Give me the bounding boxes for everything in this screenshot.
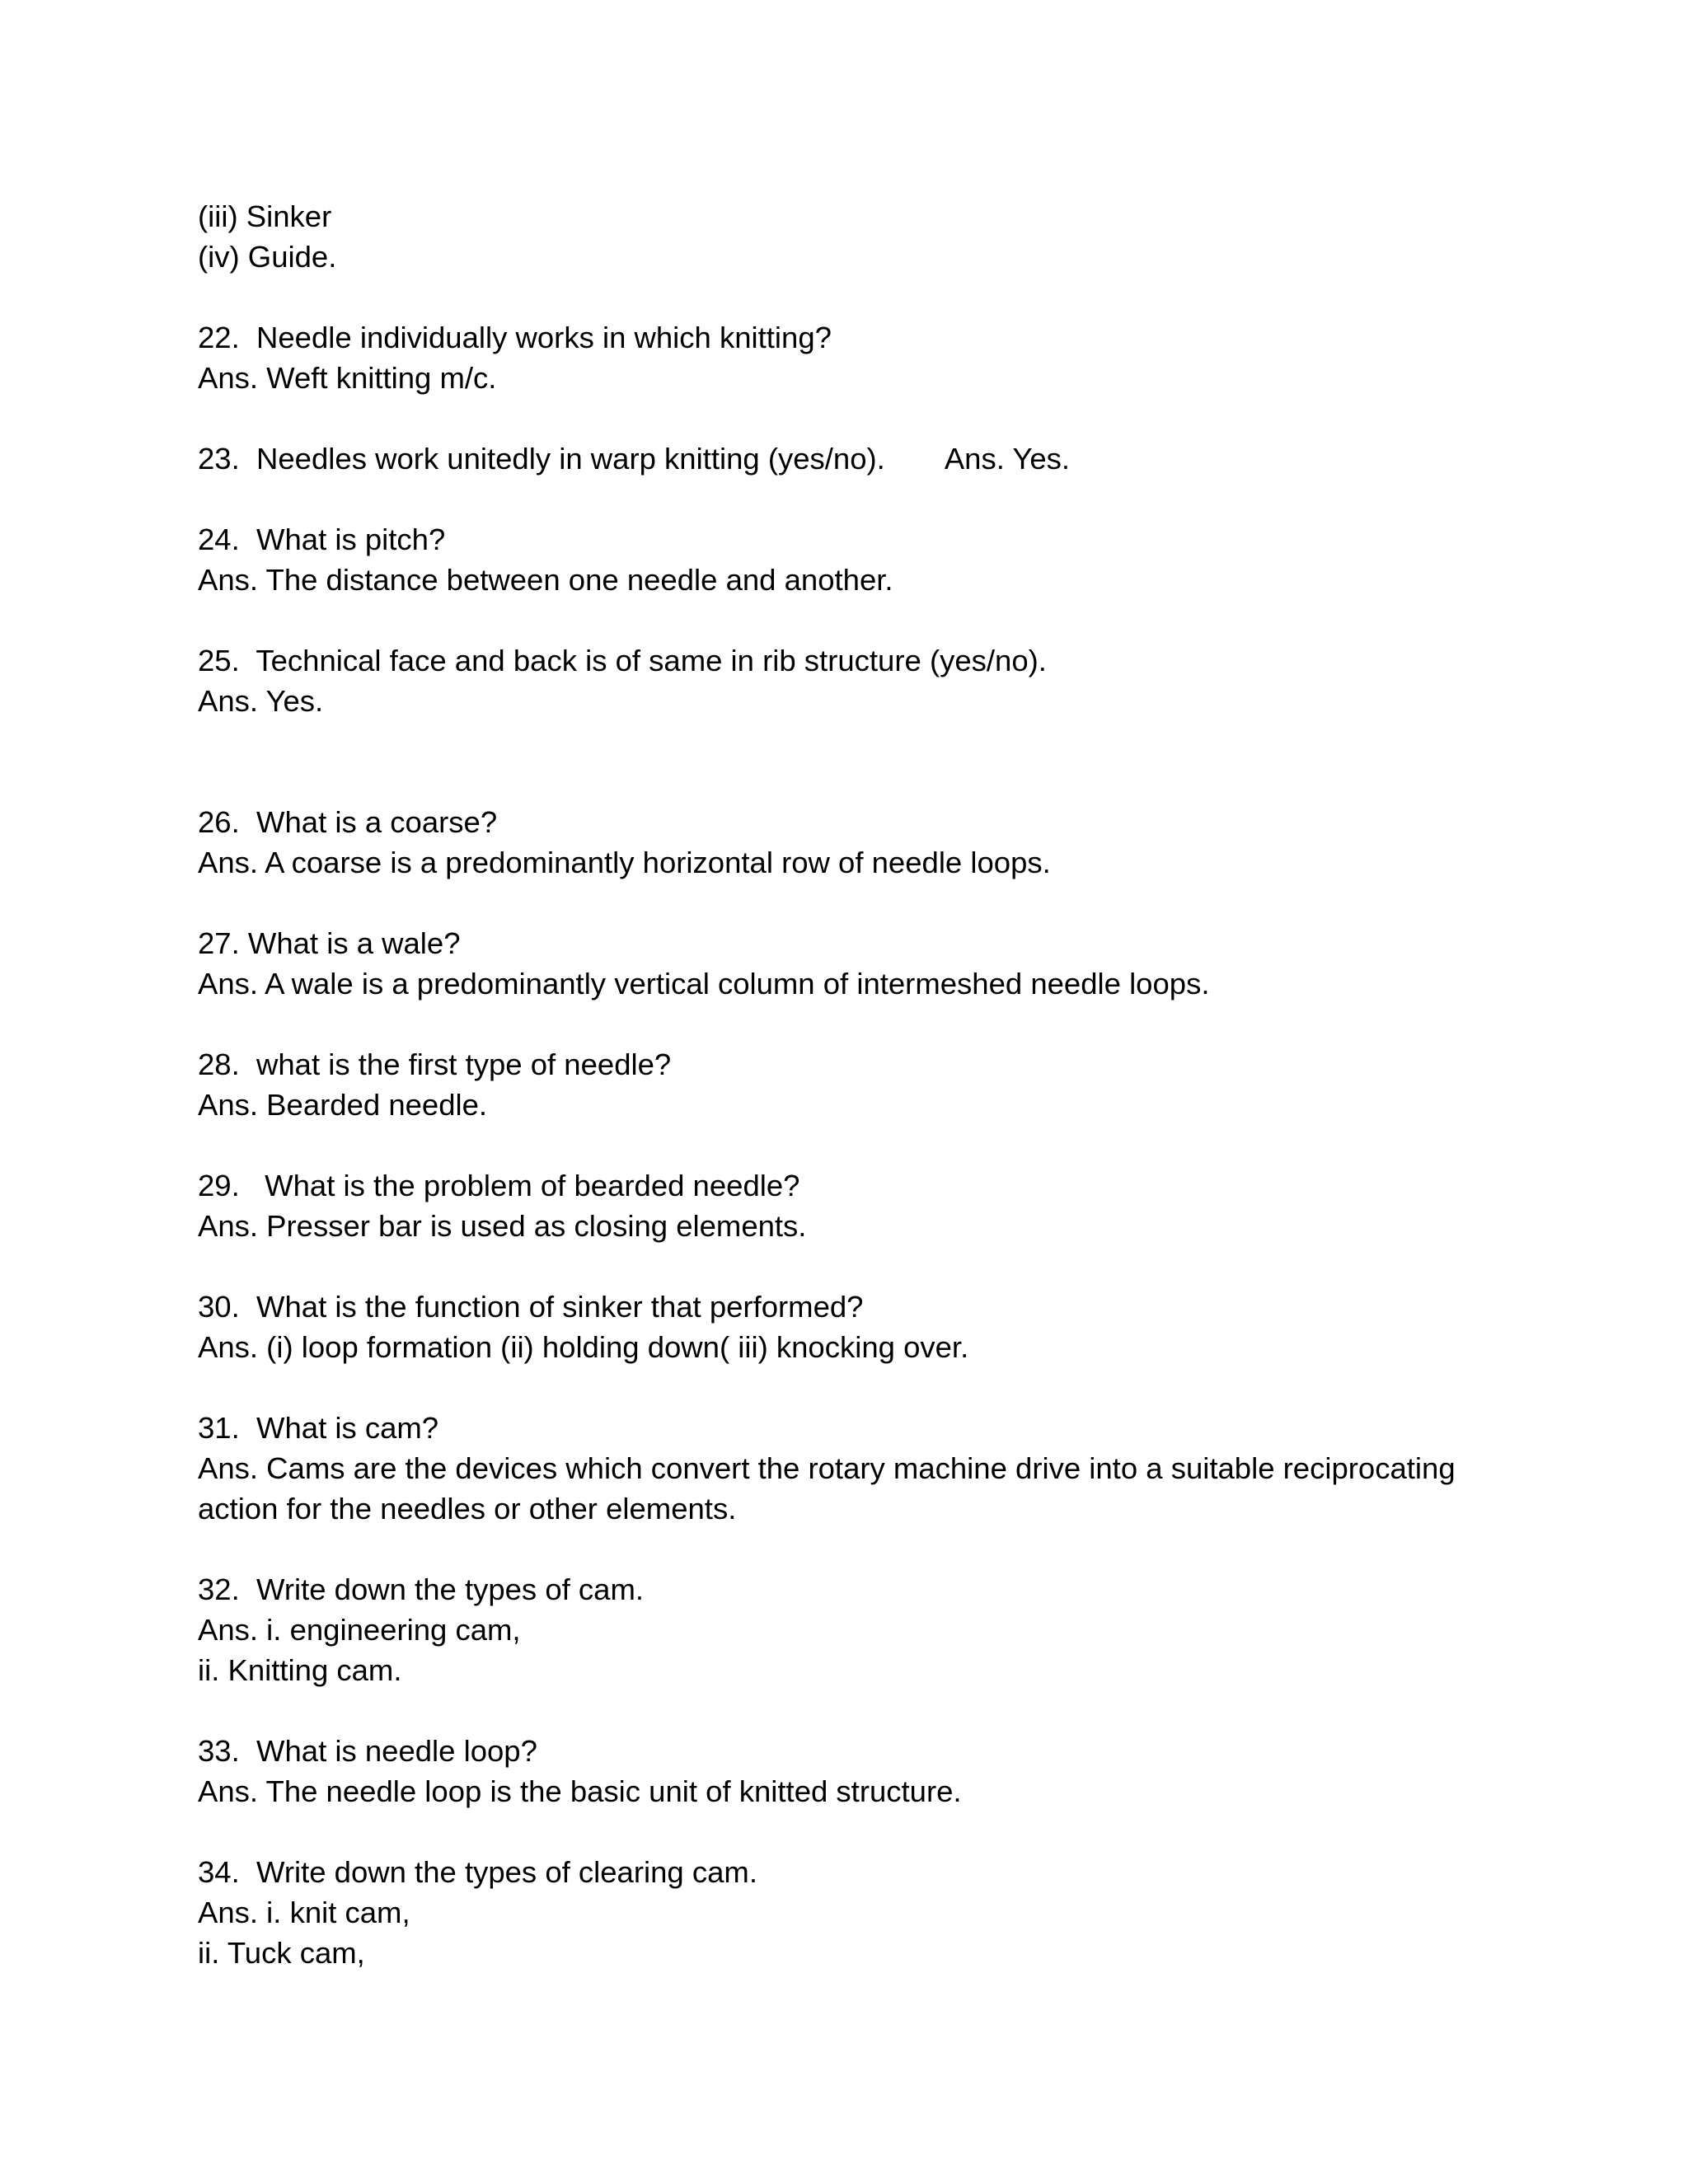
- answer-32-line-1: Ans. i. engineering cam,: [198, 1613, 521, 1647]
- answer-33: Ans. The needle loop is the basic unit of knitted structure.: [198, 1774, 962, 1808]
- answer-25: Ans. Yes.: [198, 684, 324, 718]
- question-34: 34. Write down the types of clearing cam.: [198, 1855, 757, 1889]
- answer-34-line-1: Ans. i. knit cam,: [198, 1896, 410, 1929]
- question-23-row: [198, 438, 1500, 479]
- question-24: 24. What is pitch?: [198, 523, 446, 556]
- answer-32-line-2: ii. Knitting cam.: [198, 1653, 402, 1687]
- answer-23: Ans. Yes.: [944, 442, 1071, 476]
- question-28: 28. what is the first type of needle?: [198, 1047, 672, 1081]
- question-22: 22. Needle individually works in which knitting?: [198, 321, 832, 354]
- answer-22: Ans. Weft knitting m/c.: [198, 361, 497, 395]
- question-23: 23. Needles work unitedly in warp knitting (yes/no).: [198, 442, 885, 476]
- question-32: 32. Write down the types of cam.: [198, 1572, 644, 1606]
- question-30: 30. What is the function of sinker that performed?: [198, 1290, 864, 1324]
- answer-29: Ans. Presser bar is used as closing elements.: [198, 1209, 807, 1243]
- answer-34-line-2: ii. Tuck cam,: [198, 1936, 365, 1970]
- question-25: 25. Technical face and back is of same in rib structure (yes/no).: [198, 644, 1047, 677]
- question-26: 26. What is a coarse?: [198, 805, 498, 839]
- answer-31-line-1: Ans. Cams are the devices which convert the rotary machine drive into a suitable reciprocating: [198, 1451, 1456, 1485]
- list-item-sinker: (iii) Sinker: [198, 199, 332, 233]
- answer-31-line-2: action for the needles or other elements.: [198, 1492, 737, 1526]
- question-31: 31. What is cam?: [198, 1411, 439, 1445]
- question-27: 27. What is a wale?: [198, 926, 461, 960]
- answer-24: Ans. The distance between one needle and another.: [198, 563, 893, 597]
- answer-28: Ans. Bearded needle.: [198, 1088, 488, 1122]
- document-body: [198, 196, 1500, 1973]
- answer-30: Ans. (i) loop formation (ii) holding down( iii) knocking over.: [198, 1330, 969, 1364]
- question-29: 29. What is the problem of bearded needle?: [198, 1169, 800, 1202]
- list-item-guide: (iv) Guide.: [198, 240, 337, 274]
- question-33: 33. What is needle loop?: [198, 1734, 537, 1768]
- answer-26: Ans. A coarse is a predominantly horizontal row of needle loops.: [198, 846, 1051, 879]
- answer-27: Ans. A wale is a predominantly vertical column of intermeshed needle loops.: [198, 967, 1210, 1001]
